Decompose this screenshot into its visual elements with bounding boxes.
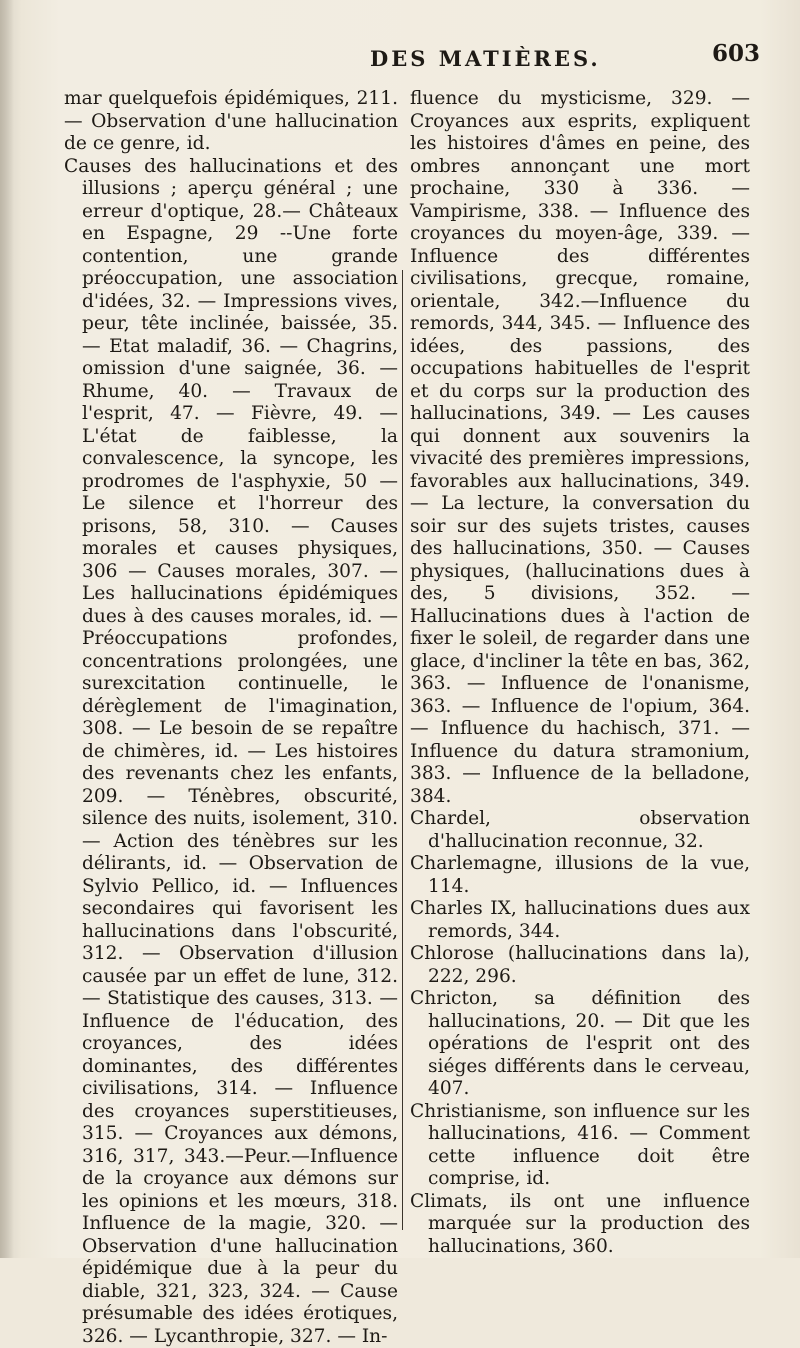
index-entry: Chlorose (hallucinations dans la), 222, 296.	[410, 943, 750, 988]
column-divider	[402, 270, 403, 1230]
index-column-right	[410, 88, 750, 1258]
running-title: DES MATIÈRES.	[370, 46, 601, 71]
index-entry: fluence du mysticisme, 329. — Croyances aux esprits, expliquent les histoires d'âmes en peine, des ombres annonçant une mort prochaine, 330 à 336. — Vampirisme, 338. — Influence des croyances du moyen-âge, 339. — Influence des différentes civilisations, grecque, romaine, orientale, 342.—Influence du remords, 344, 345. — Influence des idées, des passions, des occupations habituelles de l'esprit et du corps sur la production des hallucinations, 349. — Les causes qui donnent aux souvenirs la vivacité des premières impressions, favorables aux hallucinations, 349. — La lecture, la conversation du soir sur des sujets tristes, causes des hallucinations, 350. — Causes physiques, (hallucinations dues à des, 5 divisions, 352. — Hallucinations dues à l'action de fixer le soleil, de regarder dans une glace, d'incliner la tête en bas, 362, 363. — Influence de l'onanisme, 363. — Influence de l'opium, 364. — Influence du hachisch, 371. — Influence du datura stramonium, 383. — Influence de la belladone, 384.	[410, 88, 750, 808]
page-number: 603	[712, 40, 760, 67]
index-entry: Chardel, observation d'hallucination reconnue, 32.	[410, 808, 750, 853]
index-entry: Charlemagne, illusions de la vue, 114.	[410, 853, 750, 898]
index-entry: mar quelquefois épidémiques, 211. — Observation d'une hallucination de ce genre, id.	[64, 88, 398, 156]
binding-gutter-shadow	[0, 0, 14, 1258]
index-entry: Christianisme, son influence sur les hallucinations, 416. — Comment cette influence doit être comprise, id.	[410, 1101, 750, 1191]
index-entry: Chricton, sa définition des hallucinations, 20. — Dit que les opérations de l'esprit ont des siéges différents dans le cerveau, 407.	[410, 988, 750, 1101]
index-column-left	[64, 88, 398, 1348]
index-entry: Charles IX, hallucinations dues aux remords, 344.	[410, 898, 750, 943]
index-entry: Causes des hallucinations et des illusions ; aperçu général ; une erreur d'optique, 28.— Châteaux en Espagne, 29 --Une forte contention, une grande préoccupation, une association d'idées, 32. — Impressions vives, peur, tête inclinée, baissée, 35. — Etat maladif, 36. — Chagrins, omission d'une saignée, 36. — Rhume, 40. — Travaux de l'esprit, 47. — Fièvre, 49. — L'état de faiblesse, la convalescence, la syncope, les prodromes de l'asphyxie, 50 — Le silence et l'horreur des prisons, 58, 310. — Causes morales et causes physiques, 306 — Causes morales, 307. — Les hallucinations épidémiques dues à des causes morales, id. — Préoccupations profondes, concentrations prolongées, une surexcitation continuelle, le dérèglement de l'imagination, 308. — Le besoin de se repaître de chimères, id. — Les histoires des revenants chez les enfants, 209. — Ténèbres, obscurité, silence des nuits, isolement, 310. — Action des ténèbres sur les délirants, id. — Observation de Sylvio Pellico, id. — Influences secondaires qui favorisent les hallucinations dans l'obscurité, 312. — Observation d'illusion causée par un effet de lune, 312.— Statistique des causes, 313. — Influence de l'éducation, des croyances, des idées dominantes, des différentes civilisations, 314. — Influence des croyances superstitieuses, 315. — Croyances aux démons, 316, 317, 343.—Peur.—Influence de la croyance aux démons sur les opinions et les mœurs, 318. Influence de la magie, 320. — Observation d'une hallucination épidémique due à la peur du diable, 321, 323, 324. — Cause présumable des idées érotiques, 326. — Lycanthropie, 327. — In-	[64, 156, 398, 1348]
index-entry: Climats, ils ont une influence marquée sur la production des hallucinations, 360.	[410, 1191, 750, 1259]
running-head	[60, 40, 760, 80]
